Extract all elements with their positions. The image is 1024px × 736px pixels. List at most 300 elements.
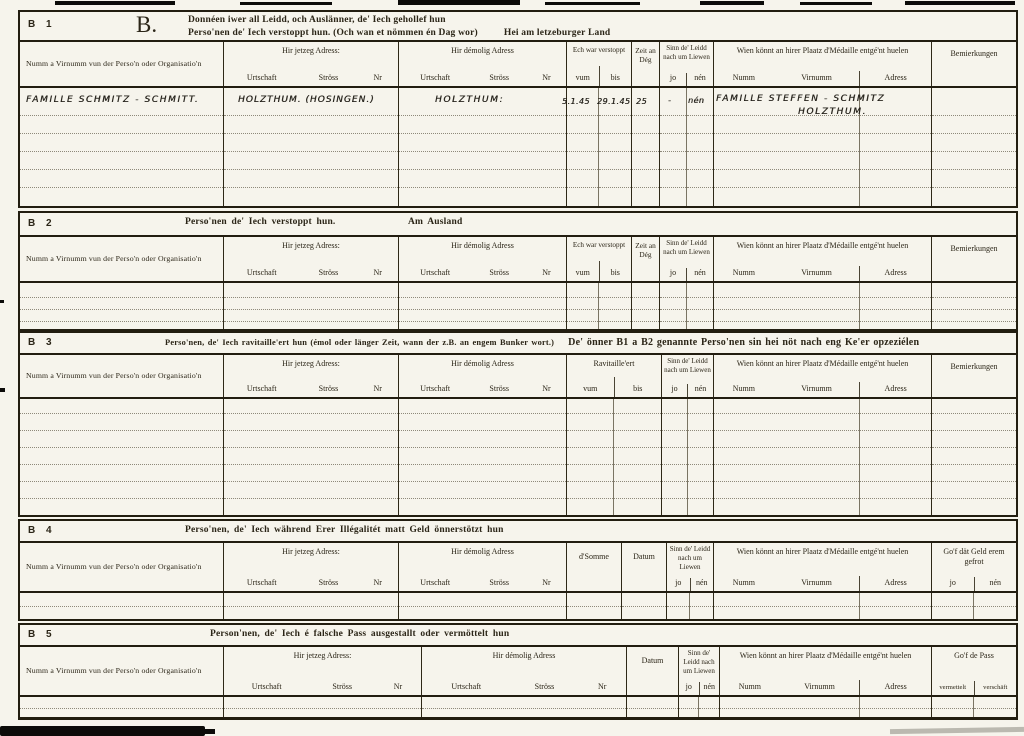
section-b3 <box>18 331 1018 517</box>
vermettelt-label: vermettelt <box>939 683 967 691</box>
ruled-row-line <box>632 116 659 134</box>
sinn-leidd-label: Sinn de' Leidd nach um Liewen <box>663 239 710 256</box>
adress-label: Adress <box>859 576 931 591</box>
ruled-row-line <box>660 152 686 170</box>
ruled-row-line <box>614 465 661 482</box>
ruled-row-line <box>688 465 713 482</box>
scan-artifact <box>0 726 205 736</box>
ruled-row-line <box>932 88 1016 116</box>
ruled-row-line <box>627 697 678 709</box>
ruled-row-line <box>720 697 859 709</box>
urtschaft-label: Urtschaft <box>246 384 277 393</box>
scan-artifact <box>905 1 1015 5</box>
ruled-row-line <box>932 298 1016 310</box>
ruled-row-line <box>567 414 613 431</box>
urtschaft-label: Urtschaft <box>251 682 282 691</box>
b2-title: Perso'nen de' Iech verstoppt hun. <box>185 217 336 227</box>
col-header-sinn-leidd <box>679 647 720 695</box>
scan-artifact <box>398 0 520 5</box>
ruled-row-line <box>632 283 659 298</box>
b1-title-right: Hei am letzeburger Land <box>503 27 611 38</box>
col-header-medaille <box>720 647 932 695</box>
ruled-row-line <box>860 399 931 414</box>
ruled-row-line <box>614 431 661 448</box>
ruled-row-line <box>688 482 713 499</box>
ruled-row-line <box>20 152 223 170</box>
ruled-row-line <box>860 607 931 619</box>
ruled-row-line <box>224 697 421 709</box>
medaille-label: Wien könnt an hirer Plaatz d'Médaille entgé'nt huelen <box>736 46 909 55</box>
ruled-row-line <box>599 298 631 310</box>
ruled-row-line <box>932 607 973 619</box>
ruled-row-line <box>662 414 687 431</box>
ruled-row-line <box>632 298 659 310</box>
urtschaft-label: Urtschaft <box>246 268 277 277</box>
bis-label: bis <box>599 66 632 86</box>
name-col-label: Numm a Virnumm vun der Perso'n oder Organisatio'n <box>26 254 202 264</box>
name-col-label: Numm a Virnumm vun der Perso'n oder Organisatio'n <box>26 371 202 381</box>
ravitailleert-label: Ravitaille'ert <box>593 359 635 368</box>
ech-war-verstoppt-label: Ech war verstoppt <box>572 241 626 249</box>
col-header-dsomme <box>567 543 622 591</box>
ruled-row-line <box>614 448 661 465</box>
section-id-b1: B 1 <box>28 19 56 30</box>
scan-artifact <box>545 2 640 5</box>
handwritten-jetzeg-adress: HOLZTHUM. (HOSINGEN.) <box>238 95 375 105</box>
ruled-row-line <box>20 116 223 134</box>
stross-label: Ströss <box>489 384 509 393</box>
b1-title-line2: Perso'nen de' Iech verstoppt hun. (Och wan et nömmen én Dag wor) <box>188 27 478 38</box>
demolig-adress-label: Hir démolig Adress <box>451 547 514 556</box>
col-header-demolig-adress <box>399 42 567 86</box>
section-b4 <box>18 519 1018 621</box>
ech-war-verstoppt-label: Ech war verstoppt <box>572 46 626 54</box>
section-b2 <box>18 211 1018 331</box>
ruled-row-line <box>688 499 713 516</box>
ruled-row-line <box>224 152 398 170</box>
col-header-demolig-adress <box>399 237 567 281</box>
col-header-datum <box>627 647 679 695</box>
b5-header-row <box>20 647 1016 697</box>
ruled-row-line <box>932 697 973 709</box>
col-header-medaille <box>714 355 932 397</box>
col-header-name <box>20 355 224 397</box>
ruled-row-line <box>20 134 223 152</box>
bis-label: bis <box>599 261 632 281</box>
section-id-b4: B 4 <box>28 525 56 536</box>
col-header-ech-war-verstoppt <box>567 237 632 281</box>
ruled-row-line <box>932 465 1016 482</box>
ruled-row-line <box>714 298 859 310</box>
ruled-row-line <box>932 431 1016 448</box>
ruled-row-line <box>690 593 713 607</box>
ruled-row-line <box>662 465 687 482</box>
ruled-row-line <box>399 607 566 619</box>
ruled-row-line <box>20 607 223 619</box>
ruled-row-line <box>714 116 859 134</box>
ruled-row-line <box>687 188 713 206</box>
ruled-row-line <box>599 283 631 298</box>
nen-label: nén <box>699 682 720 695</box>
ruled-row-line <box>974 697 1016 709</box>
ruled-row-line <box>688 399 713 414</box>
ruled-row-line <box>860 116 931 134</box>
col-header-jetzeg-adress <box>224 237 399 281</box>
ruled-row-line <box>662 431 687 448</box>
ruled-row-line <box>714 593 859 607</box>
col-header-sinn-leidd <box>660 42 714 86</box>
ruled-row-line <box>20 593 223 607</box>
ruled-row-line <box>632 310 659 322</box>
demolig-adress-label: Hir démolig Adress <box>451 359 514 368</box>
ruled-row-line <box>660 170 686 188</box>
b3-title: Perso'nen, de' Iech ravitaille'ert hun (émol oder länger Zeit, wann der z.B. an engem Bunker wort.) <box>165 338 555 347</box>
scan-artifact <box>0 388 5 392</box>
ruled-row-line <box>224 310 398 322</box>
urtschaft-label: Urtschaft <box>246 73 277 82</box>
ruled-row-line <box>567 283 598 298</box>
nr-label: Nr <box>542 578 551 587</box>
ruled-row-line <box>224 709 421 717</box>
ruled-row-line <box>20 465 223 482</box>
ruled-row-line <box>660 116 686 134</box>
ruled-row-line <box>20 310 223 322</box>
urtschaft-label: Urtschaft <box>420 268 451 277</box>
ruled-row-line <box>932 499 1016 516</box>
ruled-row-line <box>224 465 398 482</box>
handwritten-bis: 29.1.45 <box>597 97 631 106</box>
ruled-row-line <box>667 607 689 619</box>
ruled-row-line <box>860 431 931 448</box>
ruled-row-line <box>714 310 859 322</box>
ruled-row-line <box>567 116 598 134</box>
stross-label: Ströss <box>318 268 339 277</box>
b5-title-row <box>20 625 1016 647</box>
b2-data-grid <box>20 283 1016 329</box>
ruled-row-line <box>567 134 598 152</box>
col-header-medaille <box>714 543 932 591</box>
b1-title-text <box>188 14 610 40</box>
ruled-row-line <box>932 188 1016 206</box>
bemierkungen-label: Bemierkungen <box>950 49 998 58</box>
jo-label: jo <box>675 578 682 587</box>
scan-artifact <box>0 300 4 303</box>
ruled-row-line <box>660 310 686 322</box>
ruled-row-line <box>224 134 398 152</box>
ruled-row-line <box>399 170 566 188</box>
scan-artifact <box>890 727 1024 734</box>
ruled-row-line <box>679 697 698 709</box>
ruled-row-line <box>687 152 713 170</box>
col-header-bemierkungen <box>932 355 1016 397</box>
ruled-row-line <box>567 310 598 322</box>
handwritten-name: FAMILLE SCHMITZ - SCHMITT. <box>26 95 200 105</box>
handwritten-medaille-line1: FAMILLE STEFFEN - SCHMITZ <box>716 94 886 104</box>
jo-label: jo <box>669 73 677 82</box>
ruled-row-line <box>860 465 931 482</box>
ruled-row-line <box>399 298 566 310</box>
col-header-datum <box>622 543 667 591</box>
vum-label: vum <box>583 384 598 393</box>
big-letter-b: B. <box>136 12 158 37</box>
ruled-row-line <box>567 607 621 619</box>
ruled-row-line <box>399 399 566 414</box>
ruled-row-line <box>860 499 931 516</box>
ruled-row-line <box>679 709 698 717</box>
col-header-ravitailleert <box>567 355 662 397</box>
ruled-row-line <box>399 482 566 499</box>
ruled-row-line <box>932 116 1016 134</box>
stross-label: Ströss <box>534 682 555 691</box>
numm-label: Numm <box>732 268 755 277</box>
ruled-row-line <box>860 283 931 298</box>
ruled-row-line <box>932 134 1016 152</box>
ruled-row-line <box>622 607 666 619</box>
ruled-row-line <box>599 152 631 170</box>
col-header-medaille <box>714 42 932 86</box>
ruled-row-line <box>567 188 598 206</box>
nen-label: nén <box>686 73 713 86</box>
ruled-row-line <box>224 414 398 431</box>
stross-label: Ströss <box>489 578 509 587</box>
ruled-row-line <box>422 697 626 709</box>
ruled-row-line <box>399 448 566 465</box>
ruled-row-line <box>932 170 1016 188</box>
ruled-row-line <box>599 310 631 322</box>
col-header-ech-war-verstoppt <box>567 42 632 86</box>
col-header-zeit-an-deg <box>632 42 660 86</box>
nr-label: Nr <box>373 384 382 393</box>
ruled-row-line <box>687 298 713 310</box>
ruled-row-line <box>660 298 686 310</box>
sinn-leidd-label: Sinn de' Leidd nach um Liewen <box>669 545 711 571</box>
b4-data-grid <box>20 593 1016 619</box>
ruled-row-line <box>20 482 223 499</box>
ruled-row-line <box>714 448 859 465</box>
ruled-row-line <box>399 116 566 134</box>
demolig-adress-label: Hir démolig Adress <box>451 46 514 55</box>
stross-label: Ströss <box>489 268 509 277</box>
ruled-row-line <box>622 593 666 607</box>
zeit-an-deg-label: Zeit an Dég <box>635 241 656 260</box>
numm-label: Numm <box>732 73 755 82</box>
ruled-row-line <box>399 134 566 152</box>
ruled-row-line <box>20 709 223 717</box>
jo-label: jo <box>671 384 678 393</box>
ruled-row-line <box>627 709 678 717</box>
ruled-row-line <box>399 283 566 298</box>
handwritten-demolig-adress: HOLZTHUM: <box>435 95 505 105</box>
ruled-row-line <box>614 399 661 414</box>
section-id-b3: B 3 <box>28 337 56 348</box>
scan-artifact <box>800 2 872 5</box>
b5-data-grid <box>20 697 1016 717</box>
handwritten-vum: 5.1.45 <box>562 97 590 106</box>
ruled-row-line <box>399 593 566 607</box>
virnumm-label: Virnumm <box>801 578 832 587</box>
nr-label: Nr <box>373 578 382 587</box>
virnumm-label: Virnumm <box>801 384 832 393</box>
nen-label: nén <box>687 384 713 397</box>
ruled-row-line <box>632 170 659 188</box>
ruled-row-line <box>20 414 223 431</box>
col-header-demolig-adress <box>399 355 567 397</box>
ruled-row-line <box>399 414 566 431</box>
jo-label: jo <box>685 682 692 691</box>
ruled-row-line <box>599 170 631 188</box>
ruled-row-line <box>224 448 398 465</box>
scan-artifact <box>55 1 175 5</box>
ruled-row-line <box>20 399 223 414</box>
ruled-row-line <box>860 593 931 607</box>
ruled-row-line <box>20 170 223 188</box>
b4-title: Perso'nen, de' Iech während Erer Illégalitét matt Geld önnerstötzt hun <box>185 525 504 535</box>
ruled-row-line <box>974 593 1016 607</box>
ruled-row-line <box>720 709 859 717</box>
col-header-bemierkungen <box>932 237 1016 281</box>
ruled-row-line <box>974 709 1016 717</box>
gof-geld-label: Go'f dät Geld erem gefrot <box>943 547 1005 566</box>
handwritten-zeit-an-deg: 25 <box>636 97 647 106</box>
ruled-row-line <box>567 465 613 482</box>
ruled-row-line <box>567 499 613 516</box>
ruled-row-line <box>932 310 1016 322</box>
ruled-row-line <box>20 188 223 206</box>
col-header-jetzeg-adress <box>224 647 422 695</box>
col-header-jetzeg-adress <box>224 543 399 591</box>
b1-data-grid <box>20 88 1016 206</box>
b1-header-row <box>20 42 1016 88</box>
ruled-row-line <box>20 448 223 465</box>
nr-label: Nr <box>373 73 382 82</box>
datum-label: Datum <box>641 656 664 665</box>
ruled-row-line <box>399 310 566 322</box>
nr-label: Nr <box>542 73 551 82</box>
virnumm-label: Virnumm <box>801 73 832 82</box>
scan-artifact <box>240 2 332 5</box>
b2-header-row <box>20 237 1016 283</box>
ruled-row-line <box>224 188 398 206</box>
ruled-row-line <box>224 593 398 607</box>
jetzeg-adress-label: Hir jetzeg Adress: <box>282 359 340 368</box>
ruled-row-line <box>860 414 931 431</box>
ruled-row-line <box>714 482 859 499</box>
adress-label: Adress <box>859 680 931 695</box>
ruled-row-line <box>567 448 613 465</box>
b4-header-row <box>20 543 1016 593</box>
ruled-row-line <box>688 414 713 431</box>
ruled-row-line <box>932 152 1016 170</box>
col-header-sinn-leidd <box>660 237 714 281</box>
ruled-row-line <box>860 448 931 465</box>
ruled-row-line <box>714 188 859 206</box>
name-col-label: Numm a Virnumm vun der Perso'n oder Organisatio'n <box>26 562 202 572</box>
ruled-row-line <box>714 465 859 482</box>
scan-artifact <box>205 729 215 734</box>
ruled-row-line <box>632 134 659 152</box>
ruled-row-line <box>224 482 398 499</box>
b2-subtitle: Am Ausland <box>408 217 463 227</box>
ruled-row-line <box>224 399 398 414</box>
vum-label: vum <box>575 268 590 277</box>
nr-label: Nr <box>597 682 607 691</box>
b3-title-row <box>20 333 1016 355</box>
ruled-row-line <box>224 499 398 516</box>
urtschaft-label: Urtschaft <box>420 73 451 82</box>
ruled-row-line <box>667 593 689 607</box>
col-header-gof-pass <box>932 647 1016 695</box>
ruled-row-line <box>687 134 713 152</box>
ruled-row-line <box>614 414 661 431</box>
sinn-leidd-label: Sinn de' Leidd nach um Liewen <box>664 357 711 374</box>
col-header-demolig-adress <box>399 543 567 591</box>
nr-label: Nr <box>542 384 551 393</box>
ruled-row-line <box>567 152 598 170</box>
stross-label: Ströss <box>318 73 339 82</box>
ruled-row-line <box>599 188 631 206</box>
medaille-label: Wien könnt an hirer Plaatz d'Médaille entgé'nt huelen <box>736 241 909 250</box>
col-header-name <box>20 42 224 86</box>
section-b5 <box>18 623 1018 720</box>
ruled-row-line <box>714 399 859 414</box>
col-header-medaille <box>714 237 932 281</box>
ruled-row-line <box>224 170 398 188</box>
ruled-row-line <box>20 697 223 709</box>
ruled-row-line <box>860 188 931 206</box>
jetzeg-adress-label: Hir jetzeg Adress: <box>282 46 340 55</box>
ruled-row-line <box>932 448 1016 465</box>
virnumm-label: Virnumm <box>804 682 835 691</box>
col-header-sinn-leidd <box>667 543 714 591</box>
numm-label: Numm <box>738 682 761 691</box>
ruled-row-line <box>632 152 659 170</box>
handwritten-medaille-line2: HOLZTHUM. <box>798 107 867 117</box>
demolig-adress-label: Hir démolig Adress <box>492 651 556 660</box>
ruled-row-line <box>599 134 631 152</box>
medaille-label: Wien könnt an hirer Plaatz d'Médaille entgé'nt huelen <box>739 651 912 660</box>
ruled-row-line <box>399 431 566 448</box>
urtschaft-label: Urtschaft <box>420 384 451 393</box>
ruled-row-line <box>614 482 661 499</box>
stross-label: Ströss <box>332 682 352 691</box>
jo-label: jo <box>669 268 677 277</box>
adress-label: Adress <box>859 382 931 397</box>
ruled-row-line <box>714 607 859 619</box>
ruled-row-line <box>660 188 686 206</box>
ruled-row-line <box>20 431 223 448</box>
nen-label: nén <box>686 268 713 281</box>
jetzeg-adress-label: Hir jetzeg Adress: <box>293 651 352 660</box>
scan-artifact <box>700 1 764 5</box>
ruled-row-line <box>599 116 631 134</box>
ruled-row-line <box>860 170 931 188</box>
ruled-row-line <box>614 499 661 516</box>
ruled-row-line <box>660 134 686 152</box>
nr-label: Nr <box>393 682 403 691</box>
numm-label: Numm <box>732 384 755 393</box>
bis-label: bis <box>614 377 662 397</box>
ruled-row-line <box>632 188 659 206</box>
ruled-row-line <box>660 88 686 116</box>
col-header-name <box>20 237 224 281</box>
handwritten-jo: - <box>668 96 672 105</box>
ruled-row-line <box>567 431 613 448</box>
section-id-b5: B 5 <box>28 629 56 640</box>
adress-label: Adress <box>859 71 931 86</box>
dsomme-label: d'Somme <box>579 552 609 561</box>
ruled-row-line <box>399 465 566 482</box>
ruled-row-line <box>224 283 398 298</box>
